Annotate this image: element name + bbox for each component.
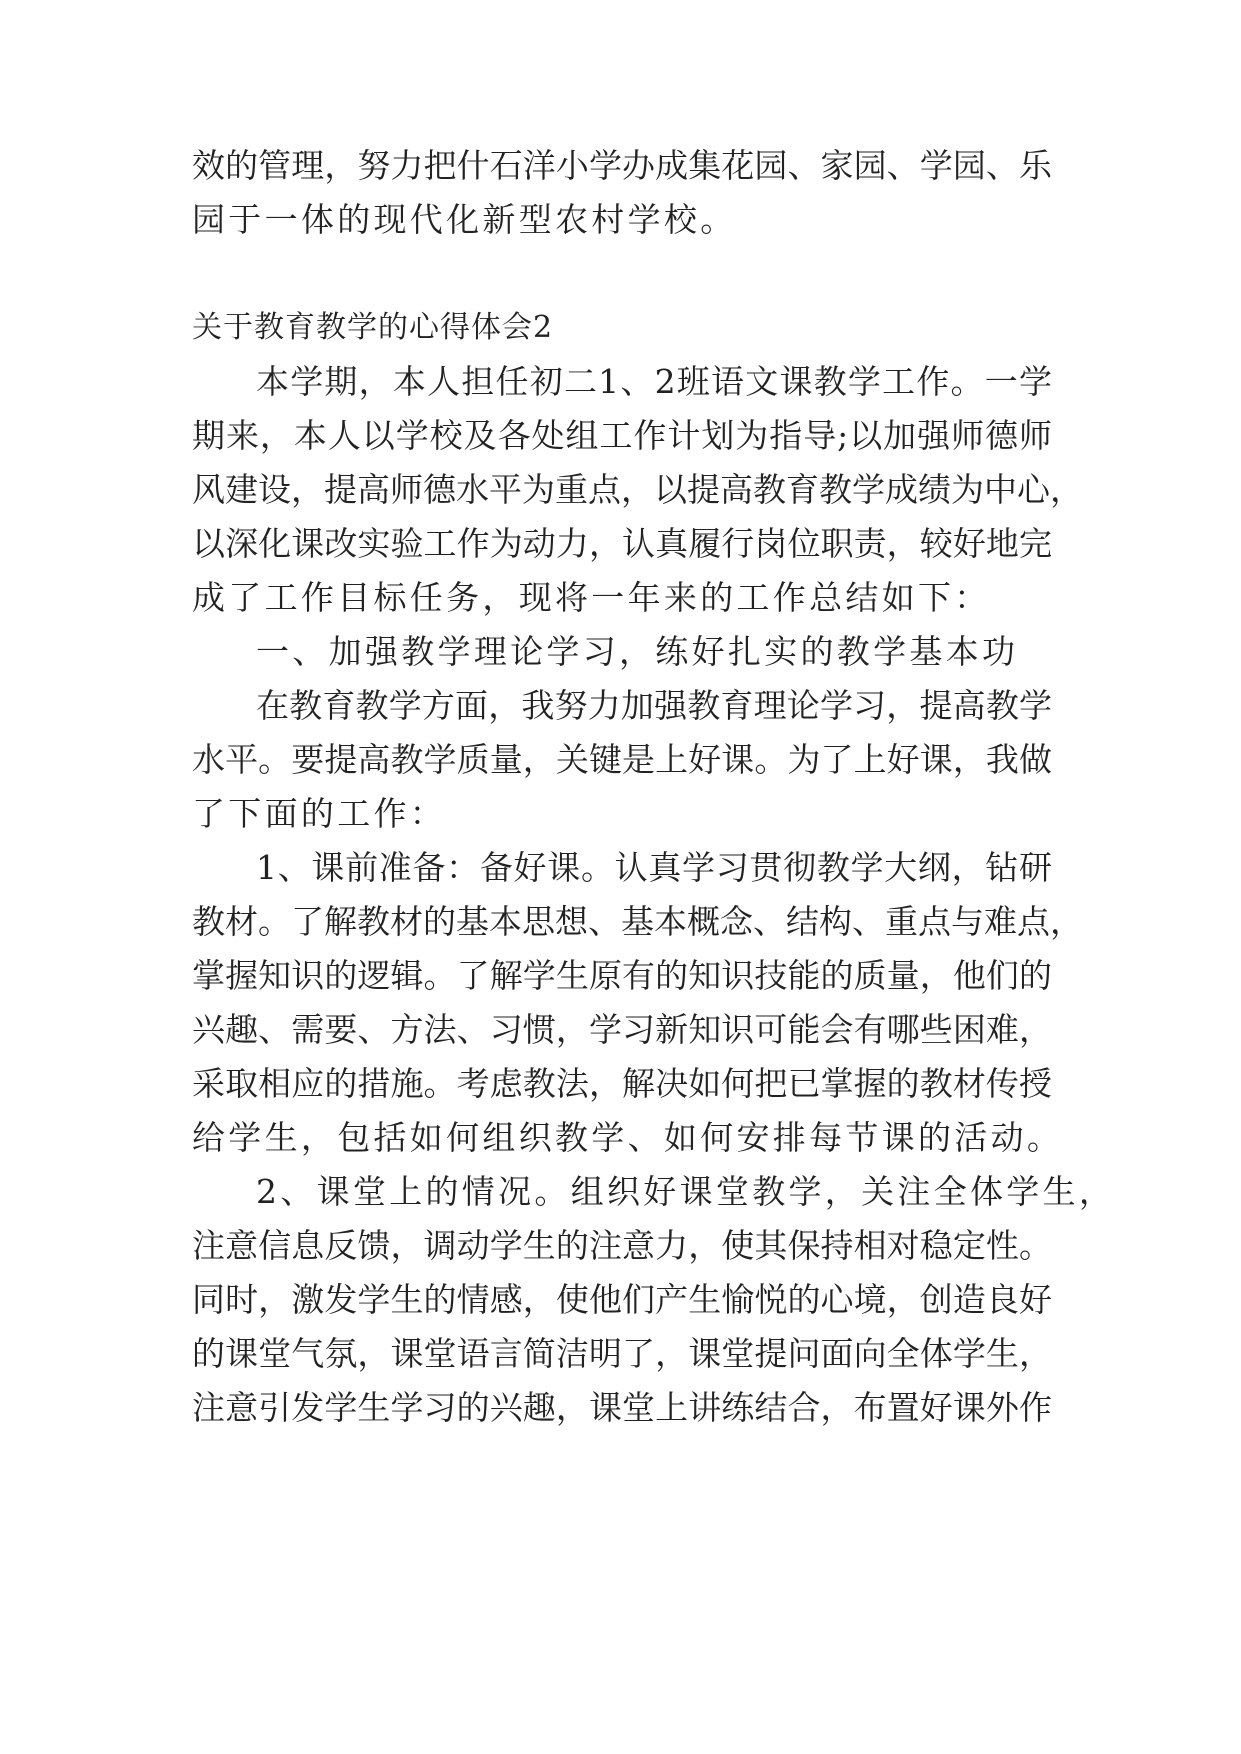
paragraph-line: 教材。了解教材的基本思想、基本概念、结构、重点与难点， — [192, 902, 1083, 941]
paragraph-line: 同时，激发学生的情感，使他们产生愉悦的心境，创造良好 — [192, 1280, 1052, 1319]
paragraph-line: 以深化课改实验工作为动力，认真履行岗位职责，较好地完 — [192, 524, 1052, 563]
paragraph-line: 给学生，包括如何组织教学、如何安排每节课的活动。 — [192, 1118, 1064, 1157]
paragraph-line: 风建设，提高师德水平为重点，以提高教育教学成绩为中心， — [192, 470, 1083, 509]
paragraph-line: 园于一体的现代化新型农村学校。 — [192, 200, 737, 239]
paragraph-line: 的课堂气氛，课堂语言简洁明了，课堂提问面向全体学生， — [192, 1334, 1052, 1373]
paragraph-line: 兴趣、需要、方法、习惯，学习新知识可能会有哪些困难， — [192, 1010, 1052, 1049]
paragraph-line: 本学期，本人担任初二1、2班语文课教学工作。一学 — [256, 362, 1052, 401]
paragraph-line: 效的管理，努力把什石洋小学办成集花园、家园、学园、乐 — [192, 146, 1052, 185]
section-title: 关于教育教学的心得体会2 — [192, 310, 554, 345]
paragraph-line: 采取相应的措施。考虑教法，解决如何把已掌握的教材传授 — [192, 1064, 1052, 1103]
paragraph-line: 水平。要提高教学质量，关键是上好课。为了上好课，我做 — [192, 740, 1052, 779]
paragraph-line: 注意引发学生学习的兴趣，课堂上讲练结合，布置好课外作 — [192, 1388, 1052, 1427]
section-heading: 一、加强教学理论学习，练好扎实的教学基本功 — [256, 632, 1019, 671]
paragraph-line: 成了工作目标任务，现将一年来的工作总结如下： — [192, 578, 991, 617]
paragraph-line: 2、课堂上的情况。组织好课堂教学，关注全体学生， — [256, 1172, 1116, 1211]
paragraph-line: 注意信息反馈，调动学生的注意力，使其保持相对稳定性。 — [192, 1226, 1052, 1265]
paragraph-line: 在教育教学方面，我努力加强教育理论学习，提高教学 — [256, 686, 1052, 725]
paragraph-line: 1、课前准备：备好课。认真学习贯彻教学大纲，钻研 — [256, 848, 1052, 887]
paragraph-line: 了下面的工作： — [192, 794, 447, 833]
paragraph-line: 掌握知识的逻辑。了解学生原有的知识技能的质量，他们的 — [192, 956, 1052, 995]
paragraph-line: 期来，本人以学校及各处组工作计划为指导;以加强师德师 — [192, 416, 1052, 455]
